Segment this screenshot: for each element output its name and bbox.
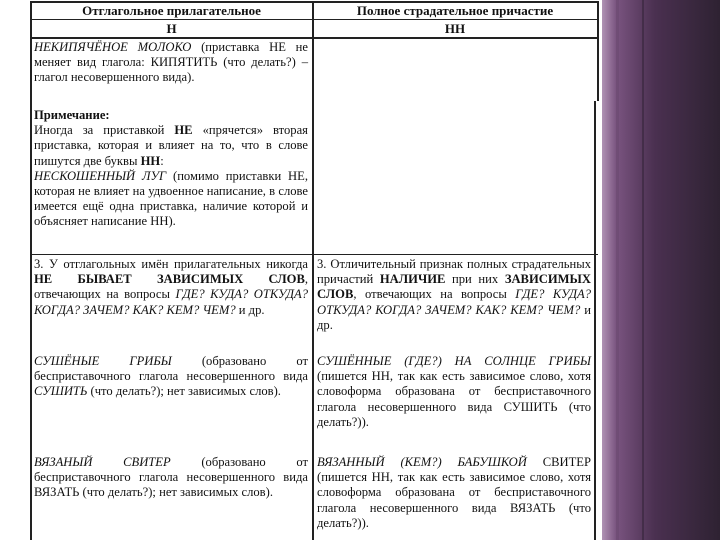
rule-emphasis-presence: НАЛИЧИЕ (379, 272, 446, 287)
example-phrase: ВЯЗАННЫЙ (КЕМ?) БАБУШКОЙ (317, 455, 527, 469)
rule-text-f: и др. (317, 302, 591, 332)
decorative-side-panel (602, 0, 720, 540)
example-text-b: (что делать?); нет зависимых слов). (87, 384, 281, 399)
rule-text-e: , отвечающих на вопросы (353, 287, 516, 302)
example-verb: СУШИТЬ (34, 384, 88, 399)
example-text-a: (образовано от бесприставочного глагола несовершенного вида (34, 354, 308, 384)
left-example-dried-mushrooms (34, 354, 308, 400)
right-example-dried-mushrooms (317, 354, 591, 430)
left-example-unboiled-milk (34, 40, 308, 86)
column-suffix-n: Н (166, 21, 177, 36)
right-rule-3 (317, 257, 591, 333)
column-title-participle: Полное страдательное причастие (356, 3, 554, 18)
header-divider (30, 19, 598, 20)
note-text-a: Иногда за приставкой (34, 123, 175, 138)
header-bottom-border (30, 37, 598, 39)
rule-text-c: , отвечающих на вопросы (34, 272, 308, 302)
note-text-b: «прячется» вторая приставка, которая и влияет на то, что в слове пишутся две буквы (34, 123, 308, 168)
rule-text-a: 3. У отглагольных имён прилагательных никогда (34, 257, 308, 271)
example-phrase: СУШЁННЫЕ (ГДЕ?) НА СОЛНЦЕ ГРИБЫ (317, 354, 591, 368)
note-text-c: : (160, 153, 164, 168)
rule-text-d: и др. (235, 302, 265, 317)
note-example-phrase: НЕСКОШЕННЫЙ ЛУГ (34, 168, 167, 183)
column-divider (312, 1, 314, 540)
example-explanation: (образовано от бесприставочного глагола несовершенного вида ВЯЗАТЬ (что делать?); нет зависимых слов). (34, 455, 308, 500)
document-page (25, 0, 598, 540)
note-prefix-ne: НЕ (174, 123, 193, 138)
right-border (597, 1, 599, 101)
column-title-adjective: Отглагольное прилагательное (82, 3, 261, 18)
example-noun: СВИТЕР (526, 455, 591, 469)
rule-text-c: при них (445, 272, 505, 287)
example-explanation: (пишется НН, так как есть зависимое слово, хотя словоформа образована от бесприставочного глагола несовершенного вида ВЯЗАТЬ (что делать?)). (317, 470, 591, 530)
right-border-lower (594, 101, 596, 540)
rule-questions: ГДЕ? КУДА? ОТКУДА? КОГДА? ЗАЧЕМ? КАК? КЕМ? ЧЕМ? (317, 287, 592, 317)
left-example-knitted-sweater (34, 455, 308, 501)
example-phrase: СУШЁНЫЕ ГРИБЫ (34, 354, 172, 368)
row-divider (30, 254, 598, 255)
example-explanation: (пишется НН, так как есть зависимое слово, хотя словоформа образована от бесприставочного глагола несовершенного вида СУШИТЬ (что делать?)). (317, 369, 591, 429)
note-title: Примечание: (34, 108, 110, 122)
example-explanation: (приставка НЕ не меняет вид глагола: КИПЯТИТЬ (что делать?) – глагол несовершенного вида). (34, 40, 308, 85)
rule-questions: ГДЕ? КУДА? ОТКУДА? КОГДА? ЗАЧЕМ? КАК? КЕМ? ЧЕМ? (34, 287, 308, 317)
rule-emphasis-dependent-words: ЗАВИСИМЫХ СЛОВ (317, 272, 591, 302)
note-letters-nn: НН (140, 153, 161, 168)
example-phrase: НЕКИПЯЧЁНОЕ МОЛОКО (34, 40, 192, 54)
note-example-explanation: (помимо приставки НЕ, которая не влияет на удвоенное написание, в слове имеется ещё одна приставка, наличие которой и объясняет написание НН). (34, 168, 308, 229)
rule-text-a: 3. Отличительный признак полных страдательных причастий (317, 257, 591, 287)
note-block (34, 108, 308, 230)
column-suffix-nn: НН (444, 21, 466, 36)
right-example-knitted-sweater (317, 455, 591, 531)
rule-emphasis: НЕ БЫВАЕТ ЗАВИСИМЫХ СЛОВ (34, 272, 305, 287)
left-border (30, 1, 32, 540)
example-phrase: ВЯЗАНЫЙ СВИТЕР (34, 455, 171, 469)
left-rule-3 (34, 257, 308, 318)
